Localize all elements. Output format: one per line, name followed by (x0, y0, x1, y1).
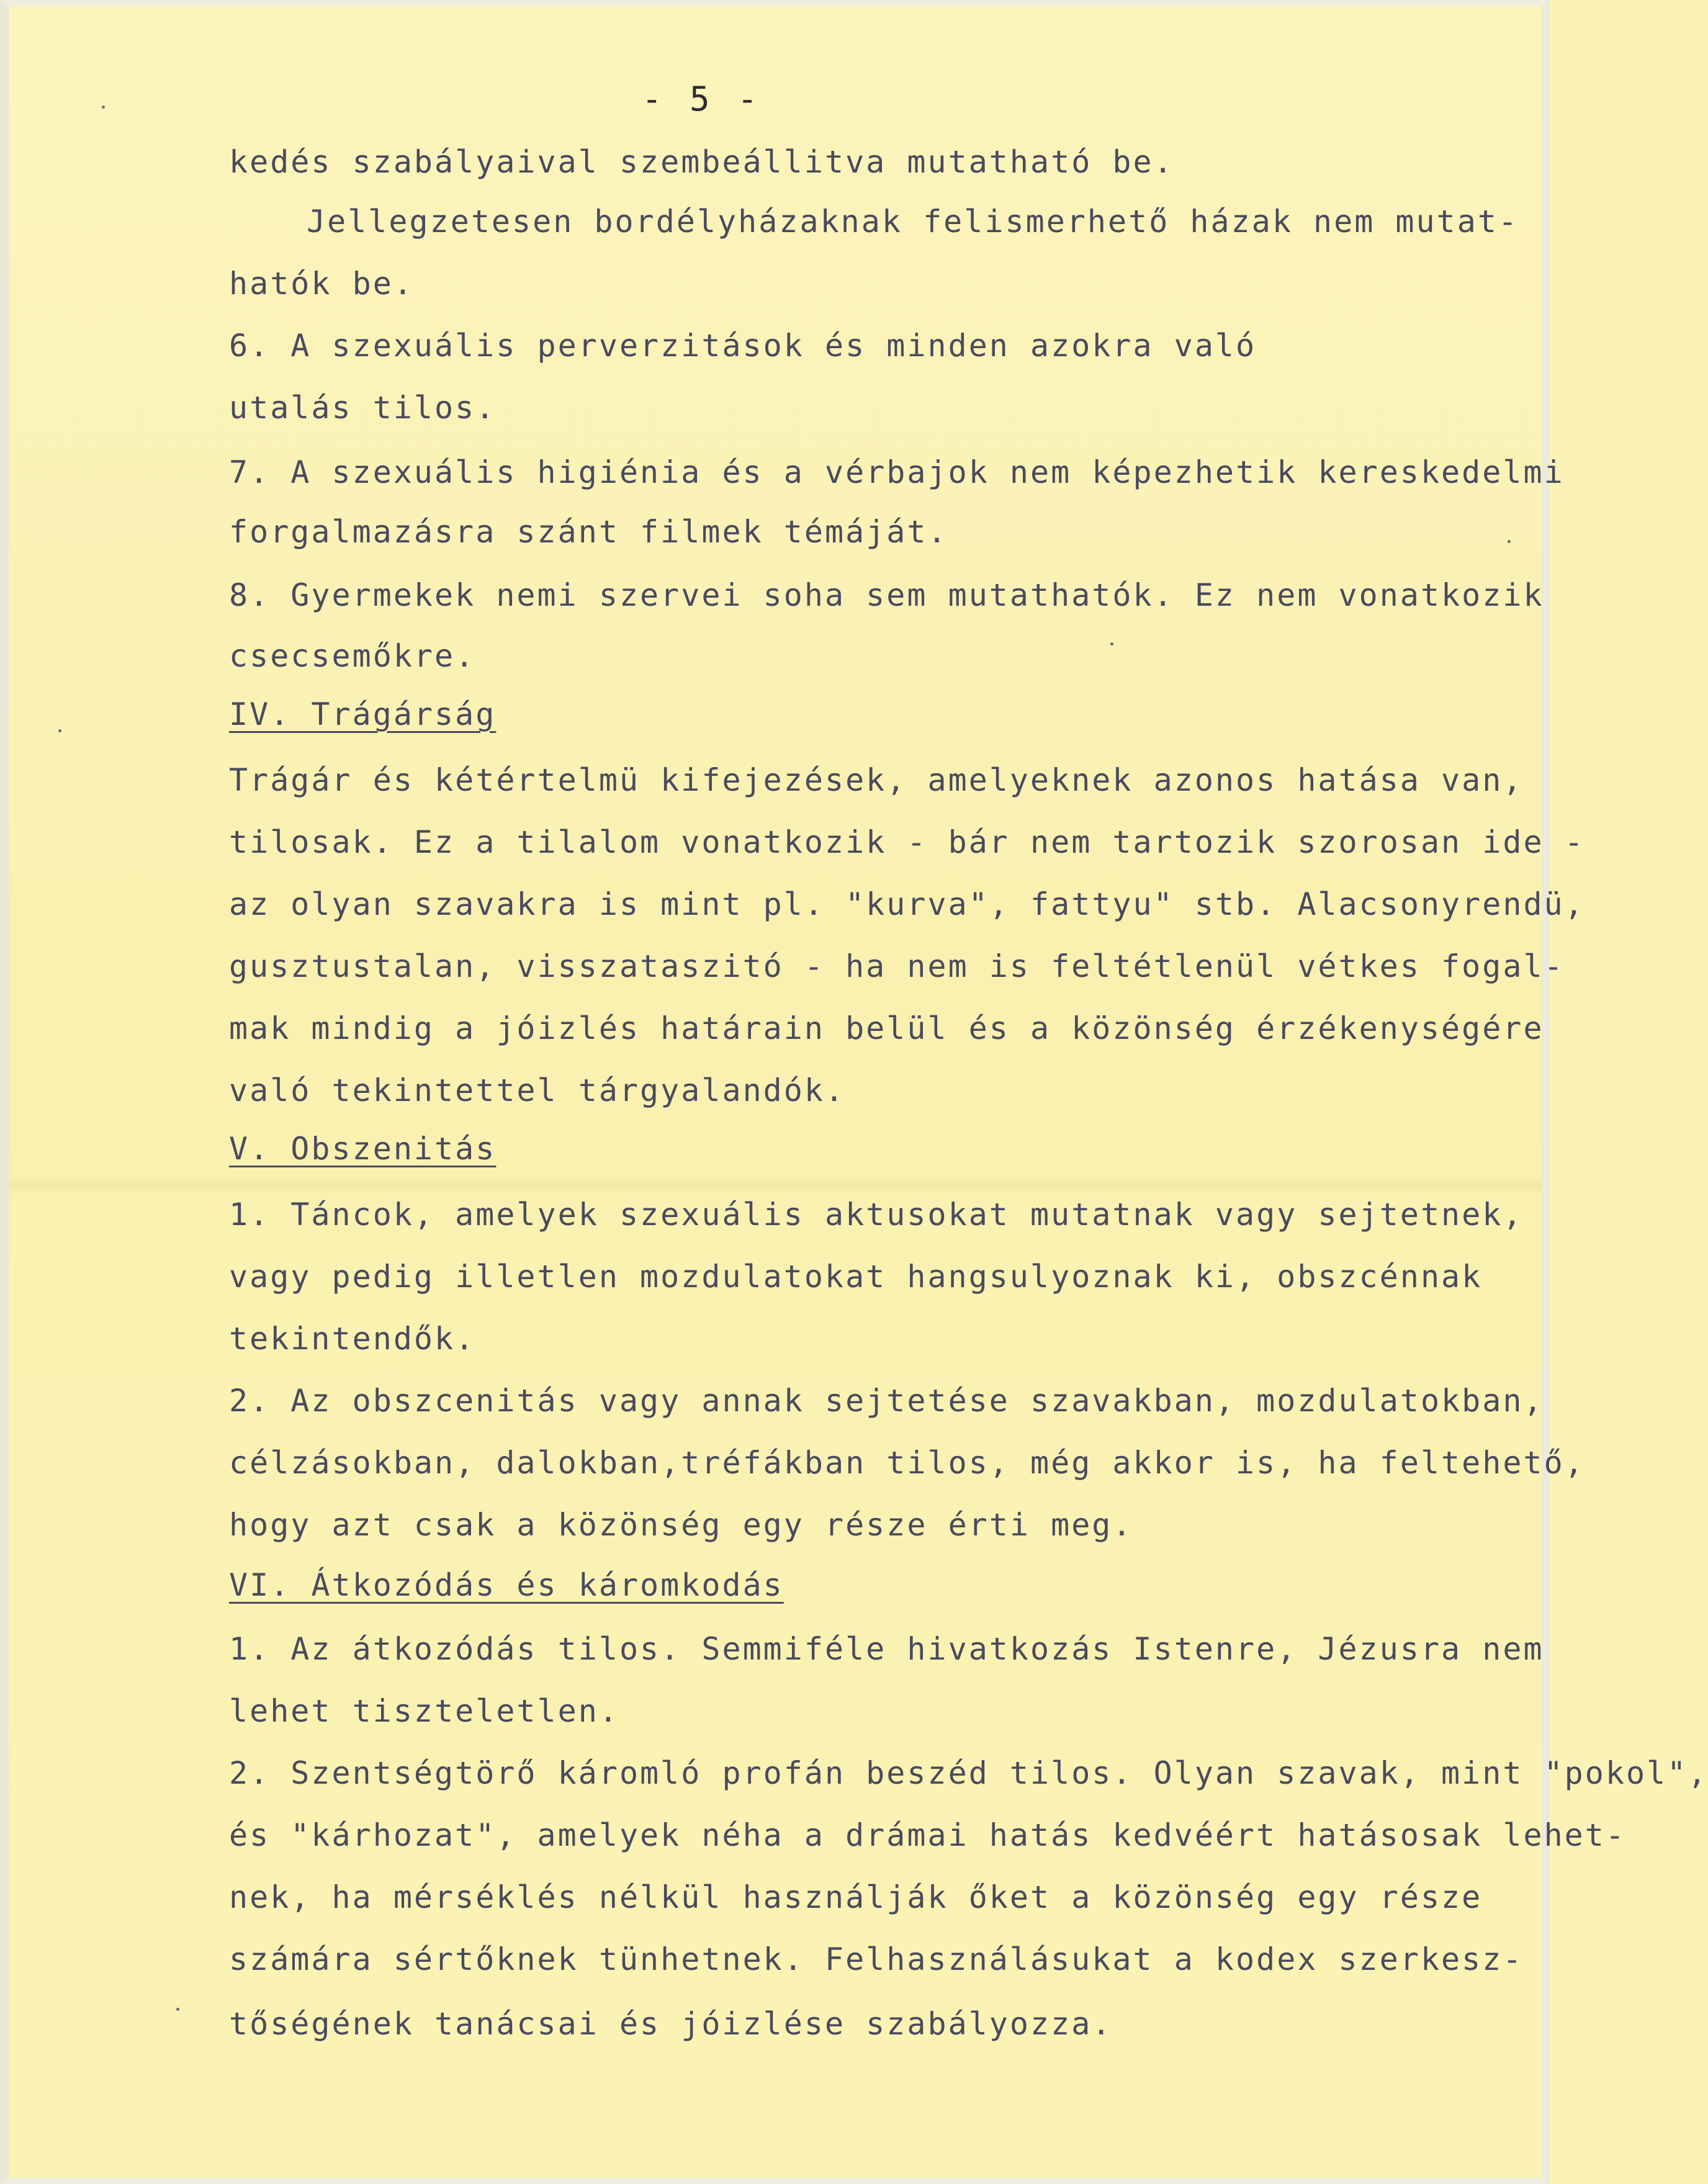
text-line: vagy pedig illetlen mozdulatokat hangsulyoznak ki, obszcénnak (229, 1259, 1483, 1295)
text-line: 6. A szexuális perverzitások és minden azokra való (229, 328, 1257, 364)
text-line: Jellegzetesen bordélyházaknak felismerhető házak nem mutat- (307, 204, 1519, 240)
paper-speck (176, 2008, 179, 2011)
text-line: tilosak. Ez a tilalom vonatkozik - bár nem tartozik szorosan ide - (229, 824, 1585, 860)
text-line: hogy azt csak a közönség egy része érti meg. (229, 1507, 1133, 1543)
text-line: célzásokban, dalokban,tréfákban tilos, még akkor is, ha feltehető, (229, 1445, 1585, 1481)
section-heading-vi: VI. Átkozódás és káromkodás (229, 1567, 784, 1603)
text-line: tőségének tanácsai és jóizlése szabályozza. (229, 2006, 1113, 2042)
text-line: 2. Szentségtörő káromló profán beszéd tilos. Olyan szavak, mint "pokol", (229, 1755, 1708, 1791)
text-line: nek, ha mérséklés nélkül használják őket a közönség egy része (229, 1879, 1483, 1915)
text-line: hatók be. (229, 266, 414, 302)
text-line: lehet tiszteletlen. (229, 1693, 619, 1729)
text-line: mak mindig a jóizlés határain belül és a közönség érzékenységére (229, 1010, 1544, 1046)
text-line: tekintendők. (229, 1321, 476, 1357)
paper-fold (9, 1178, 1542, 1194)
text-line: csecsemőkre. (229, 638, 476, 674)
text-line: 2. Az obszcenitás vagy annak sejtetése szavakban, mozdulatokban, (229, 1383, 1544, 1419)
page-number: - 5 - (642, 79, 762, 119)
text-line: való tekintettel tárgyalandók. (229, 1072, 846, 1108)
text-line: utalás tilos. (229, 390, 497, 426)
text-line: 1. Táncok, amelyek szexuális aktusokat mutatnak vagy sejtetnek, (229, 1197, 1524, 1233)
paper-speck (102, 106, 105, 109)
section-heading-v: V. Obszenitás (229, 1131, 497, 1167)
text-line: 8. Gyermekek nemi szervei soha sem mutathatók. Ez nem vonatkozik (229, 577, 1544, 613)
text-line: az olyan szavakra is mint pl. "kurva", fattyu" stb. Alacsonyrendü, (229, 886, 1585, 922)
text-line: 7. A szexuális higiénia és a vérbajok nem képezhetik kereskedelmi (229, 454, 1565, 490)
text-line: és "kárhozat", amelyek néha a drámai hatás kedvéért hatásosak lehet- (229, 1817, 1626, 1853)
text-line: 1. Az átkozódás tilos. Semmiféle hivatkozás Istenre, Jézusra nem (229, 1631, 1544, 1667)
section-heading-iv: IV. Trágárság (229, 696, 497, 732)
text-line: számára sértőknek tünhetnek. Felhasználásukat a kodex szerkesz- (229, 1941, 1524, 1977)
text-line: kedés szabályaival szembeállitva mutatható be. (229, 144, 1174, 180)
paper-speck (1508, 540, 1511, 543)
text-line: Trágár és kétértelmü kifejezések, amelyeknek azonos hatása van, (229, 762, 1524, 798)
text-line: forgalmazásra szánt filmek témáját. (229, 514, 948, 550)
text-line: gusztustalan, visszataszitó - ha nem is feltétlenül vétkes fogal- (229, 948, 1565, 984)
paper-speck (1110, 642, 1113, 645)
paper-speck (58, 729, 61, 732)
